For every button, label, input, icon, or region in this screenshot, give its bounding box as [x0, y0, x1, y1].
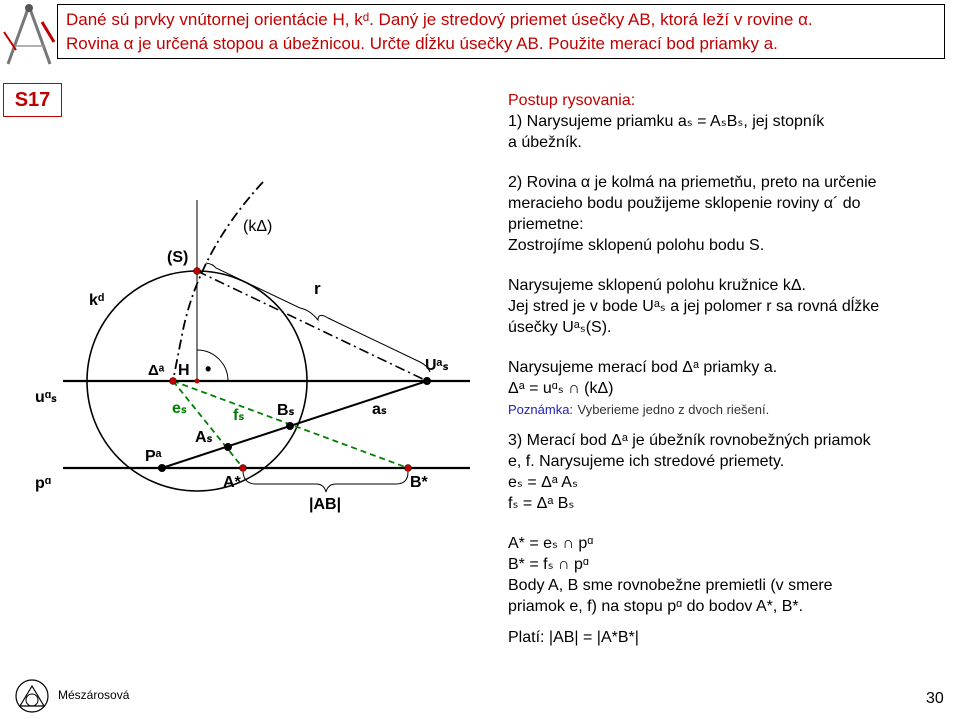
label-b-star: B*	[410, 474, 428, 491]
label-r: r	[314, 279, 321, 298]
point-delta-a	[170, 378, 177, 385]
step-1b: a úbežník.	[508, 134, 582, 151]
label-ab-length: |AB|	[309, 496, 342, 513]
step-2c: priemetne:	[508, 216, 584, 233]
step-1a: 1) Narysujeme priamku aₛ = AₛBₛ, jej stopník	[508, 113, 825, 130]
author-name: Mészárosová	[58, 688, 130, 702]
step-3i: Platí: |AB| = |A*B*|	[508, 629, 639, 646]
point-s	[194, 268, 201, 275]
point-b-s	[286, 422, 294, 430]
right-angle-dot: •	[205, 359, 212, 379]
radius-line-r	[197, 271, 427, 381]
line-e-s	[173, 381, 243, 468]
step-3f: B* = fₛ ∩ pᵅ	[508, 556, 589, 573]
point-h	[195, 379, 200, 384]
point-b-star	[405, 465, 412, 472]
step-2i: Δᵃ = uᵅₛ ∩ (kΔ)	[508, 380, 614, 397]
label-kd: kᵈ	[89, 292, 105, 309]
task-line-1: Dané sú prvky vnútornej orientácie H, kᵈ. Daný je stredový priemet úsečky AB, ktorá leží v rovine α.	[66, 10, 813, 29]
label-kdelta: (kΔ)	[243, 218, 273, 235]
point-u-a-s	[423, 377, 431, 385]
note-label: Poznámka:	[508, 402, 574, 417]
step-2h: Narysujeme merací bod Δᵃ priamky a.	[508, 359, 778, 376]
ab-brace	[243, 472, 408, 492]
label-h: H	[178, 362, 190, 379]
step-3d: fₛ = Δᵃ Bₛ	[508, 495, 575, 512]
construction-steps	[508, 90, 948, 648]
right-angle-arc	[197, 350, 228, 381]
step-3c: eₛ = Δᵃ Aₛ	[508, 474, 578, 491]
label-p-a: Pᵃ	[145, 448, 162, 465]
point-p-a	[158, 464, 166, 472]
step-note	[508, 399, 948, 420]
step-3g: Body A, B sme rovnobežne premietli (v smere	[508, 577, 833, 594]
step-3e: A* = eₛ ∩ pᵅ	[508, 535, 594, 552]
step-3a: 3) Merací bod Δᵃ je úbežník rovnobežných priamok	[508, 432, 871, 449]
label-f-s: fₛ	[233, 407, 245, 424]
author-logo-icon	[12, 678, 52, 714]
page-number: 30	[926, 690, 944, 707]
label-as-point: Aₛ	[195, 429, 213, 446]
step-2f: Jej stred je v bode Uᵃₛ a jej polomer r sa rovná dĺžke	[508, 298, 880, 315]
label-a-star: A*	[223, 474, 241, 491]
label-e-s: eₛ	[172, 400, 187, 417]
step-3h: priamok e, f) na stopu pᵅ do bodov A*, B*.	[508, 598, 804, 615]
label-s: (S)	[167, 249, 189, 266]
steps-header: Postup rysovania:	[508, 92, 636, 109]
step-2g: úsečky Uᵃₛ(S).	[508, 319, 612, 336]
step-2a: 2) Rovina α je kolmá na priemetňu, preto na určenie	[508, 174, 877, 191]
label-p-alpha: pᵅ	[35, 475, 52, 492]
step-2b: meracieho bodu použijeme sklopenie roviny α´ do	[508, 195, 861, 212]
slide-badge: S17	[3, 83, 62, 117]
label-b-s: Bₛ	[277, 402, 295, 419]
label-u-alpha-s: uᵅₛ	[35, 389, 57, 406]
task-line-2: Rovina α je určená stopou a úbežnicou. Určte dĺžku úsečky AB. Použite merací bod priamky a.	[66, 34, 778, 53]
note-text: Vyberieme jedno z dvoch riešení.	[577, 402, 770, 417]
line-a-s	[162, 381, 427, 468]
point-a-star	[240, 465, 247, 472]
step-2e: Narysujeme sklopenú polohu kružnice kΔ.	[508, 277, 806, 294]
point-a-s	[224, 443, 232, 451]
label-u-a-s: Uᵃₛ	[425, 357, 449, 374]
step-3b: e, f. Narysujeme ich stredové priemety.	[508, 453, 785, 470]
label-delta-a: Δᵃ	[148, 362, 165, 379]
step-2d: Zostrojíme sklopenú polohu bodu S.	[508, 237, 765, 254]
label-a-s: aₛ	[372, 401, 387, 418]
